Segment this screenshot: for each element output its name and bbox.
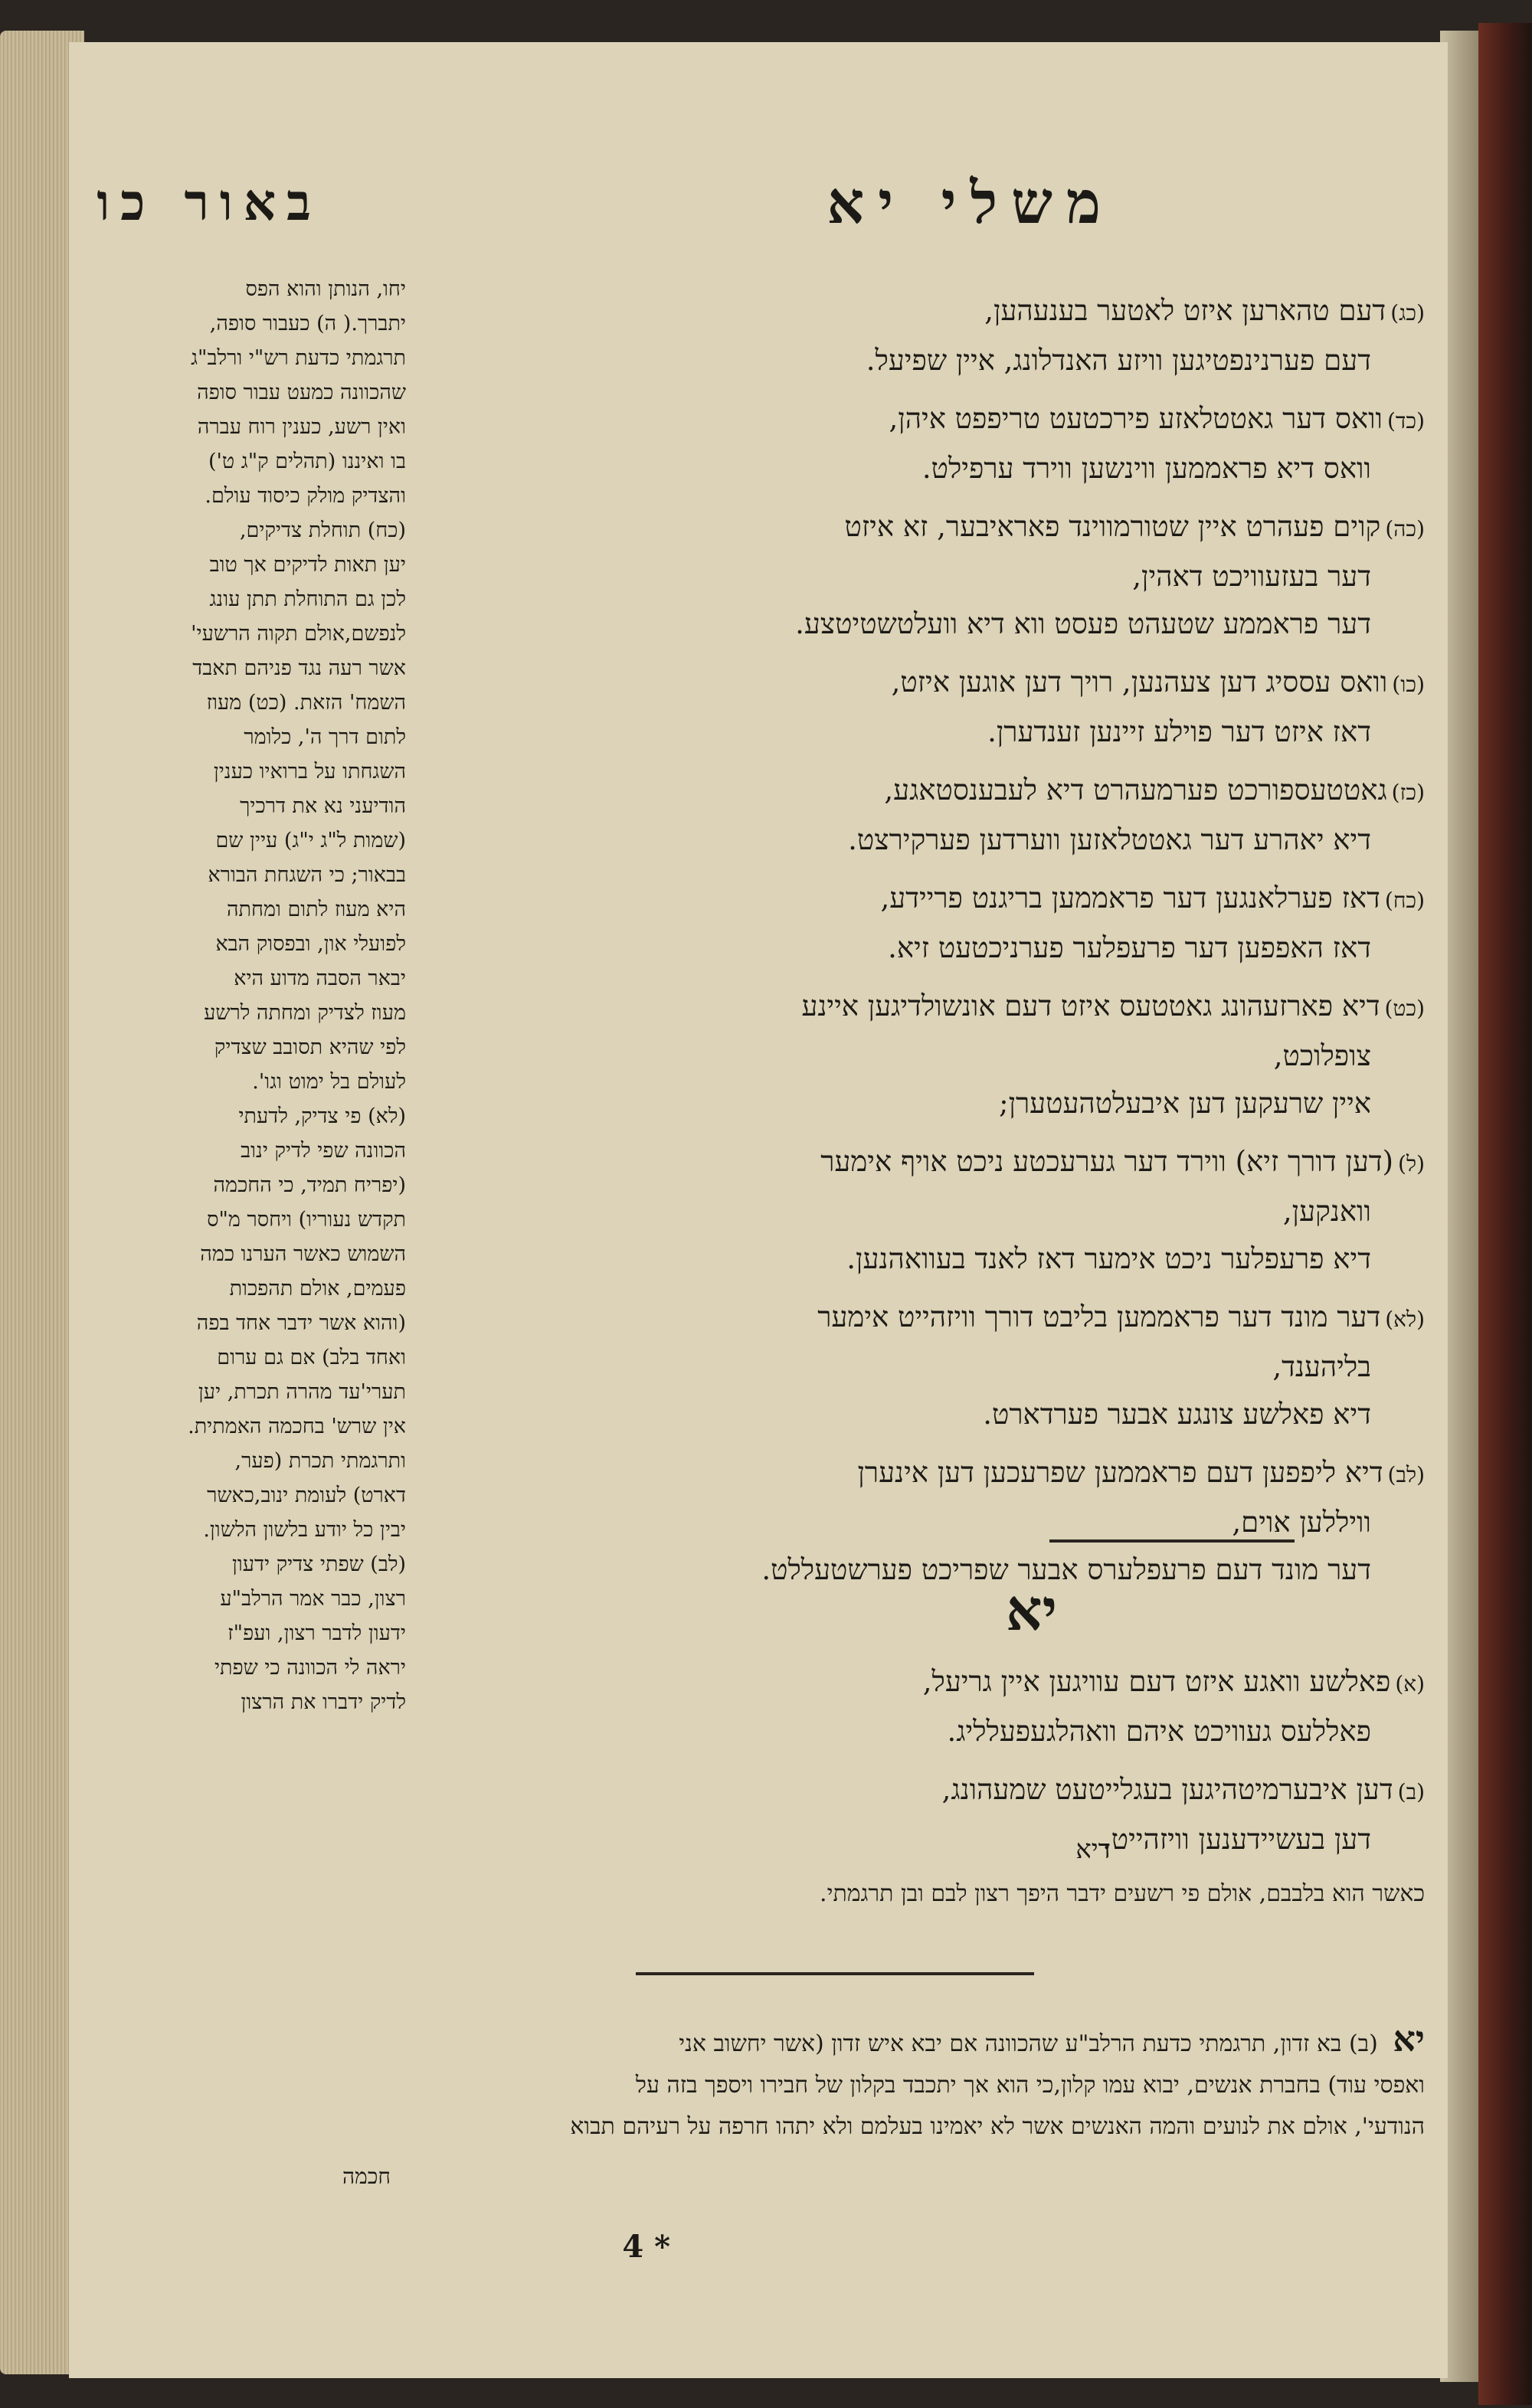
verse-number: (כז) xyxy=(1391,780,1425,805)
commentary-line: הודיעני נא את דרכיך xyxy=(240,794,406,818)
verse-text: בליהענד, xyxy=(1272,1350,1371,1383)
commentary-line: יבאר הסבה מדוע היא xyxy=(234,967,406,990)
verse-line xyxy=(613,1032,1425,1080)
verse-line xyxy=(613,1188,1425,1235)
catchword-main: דיא xyxy=(1075,1834,1111,1865)
commentary-line: ואין רשע, כענין רוח עברה xyxy=(197,415,406,439)
verse-text: פאלשע וואגע איזט דעם עוויגען איין גריעל, xyxy=(922,1665,1391,1698)
footnote-rule xyxy=(636,1972,1034,1975)
verse-line xyxy=(613,767,1425,816)
commentary-line: ידעון לדבר רצון, ועפ"ז xyxy=(228,1621,406,1645)
footnote-chapter-mark: יא xyxy=(1393,2018,1425,2060)
footnote-line: (ב) בא זדון, תרגמתי כדעת הרלב"ע שהכוונה אם יבא איש זדון (אשר יחשוב אני xyxy=(679,2030,1378,2057)
verse-text: (דען דורך זיא) ווירד דער גערעכטע ניכט אויף אימער xyxy=(820,1145,1394,1178)
verse-text: דען בעשיידענען וויזהייט. xyxy=(1102,1823,1371,1856)
verse-line xyxy=(613,1766,1425,1816)
verse-text: דיא פארזעהונג גאטטעס איזט דעם אונשולדיגען איינע xyxy=(801,990,1380,1022)
commentary-line: בו ואיננו (תהלים ק"ג ט') xyxy=(208,450,406,473)
commentary-line: שהכוונה כמעט עבור סופה xyxy=(197,381,406,404)
commentary-line: אין שרש' בחכמה האמתית. xyxy=(188,1415,406,1438)
verse-number: (לב) xyxy=(1387,1462,1425,1487)
commentary-line: היא מעוז לתום ומחתה xyxy=(226,898,406,921)
commentary-continuation: כאשר הוא בלבבם, אולם פי רשעים ידבר היפך רצון לבם ובן תרגמתי. xyxy=(820,1880,1425,1907)
verse-line xyxy=(613,1708,1425,1755)
chapter-divider xyxy=(1049,1539,1295,1543)
verse xyxy=(613,1294,1425,1438)
commentary-line: לפי שהיא תסובב שצדיק xyxy=(214,1036,406,1059)
translation-column xyxy=(613,287,1425,1605)
verse-line xyxy=(613,1391,1425,1438)
verse-number: (כד) xyxy=(1387,408,1425,434)
verse-text: דען איבערמיטהיגען בעגלייטעט שמעהונג, xyxy=(941,1773,1393,1806)
verse-line xyxy=(613,1080,1425,1127)
verse-number: (כח) xyxy=(1384,888,1425,913)
verse-text: צופלוכט, xyxy=(1273,1039,1371,1072)
verse-line xyxy=(613,395,1425,445)
verse-text: דיא פרעפלער ניכט אימער דאז לאנד בעוואהנען. xyxy=(846,1242,1371,1275)
commentary-line: מעוז לצדיק ומחתה לרשע xyxy=(204,1001,406,1025)
verse xyxy=(613,1138,1425,1283)
signature-mark: 4 * xyxy=(622,2229,670,2265)
commentary-line: לדיק ידברו את הרצון xyxy=(241,1690,406,1714)
verse-text: וואנקען, xyxy=(1282,1195,1371,1228)
verse-number: (כו) xyxy=(1392,672,1425,697)
commentary-line: לתום דרך ה', כלומר xyxy=(244,725,406,749)
verse xyxy=(613,983,1425,1127)
commentary-line: (והוא אשר ידבר אחד בפה xyxy=(196,1311,406,1335)
verse-number: (כה) xyxy=(1385,516,1425,541)
commentary-line: השגחתו על ברואיו כענין xyxy=(213,760,406,784)
commentary-line: לכן גם התוחלת תתן עונג xyxy=(209,587,406,611)
verse-text: דער מונד דער פראממען בליבט דורך וויזהייט אימער xyxy=(817,1301,1381,1333)
verse-text: דאז האפפען דער פרעפלער פערניכטעט זיא. xyxy=(888,931,1371,964)
verse-text: דאז איזט דער פוילע זיינען זענדערן. xyxy=(987,715,1371,748)
commentary-line: (כח) תוחלת צדיקים, xyxy=(239,519,406,542)
book-page xyxy=(69,42,1448,2378)
verse-line xyxy=(613,337,1425,384)
chapter-11-verses xyxy=(613,1658,1425,1874)
verse-number: (ל) xyxy=(1398,1151,1425,1176)
commentary-line: הכוונה שפי לדיק ינוב xyxy=(241,1139,406,1163)
verse-line xyxy=(613,1449,1425,1499)
commentary-line: (לב) שפתי צדיק ידעון xyxy=(231,1552,406,1576)
commentary-line: (לא) פי צדיק, לדעתי xyxy=(238,1104,406,1128)
commentary-line: (שמות ל"ג י"ג) עיין שם xyxy=(215,829,406,852)
verse-text: דער פראממע שטעהט פעסט ווא דיא וועלטשטיטצע. xyxy=(795,607,1371,640)
verse-text: דעם טהארען איזט לאטער בענעהען, xyxy=(984,294,1386,327)
commentary-line: יבין כל יודע בלשון הלשון. xyxy=(203,1518,406,1542)
commentary-line: ואחד בלב) אם גם ערום xyxy=(217,1346,406,1369)
verse-text: דער בעזעוויכט דאהין, xyxy=(1132,560,1371,593)
commentary-line: יען תאות לדיקים אך טוב xyxy=(209,553,406,577)
verse-number: (לא) xyxy=(1385,1307,1425,1332)
verse xyxy=(613,1658,1425,1755)
commentary-line: תקדש נעוריו) ויחסר מ"ס xyxy=(207,1208,406,1232)
verse-line xyxy=(613,1343,1425,1391)
verse-number: (כט) xyxy=(1384,996,1425,1021)
verse-text: דיא ליפפען דעם פראממען שפרעכען דען אינערן xyxy=(857,1456,1383,1489)
verse-number: (ב) xyxy=(1397,1779,1425,1804)
verse-number: (א) xyxy=(1395,1671,1425,1696)
verse xyxy=(613,395,1425,492)
verse xyxy=(613,767,1425,864)
catchword-footnote: חכמה xyxy=(342,2164,391,2189)
commentary-line: תערי'עד מהרה תכרת, יען xyxy=(198,1380,406,1404)
verse-text: דעם פערנינפטיגען וויזע האנדלונג, איין שפיעל. xyxy=(866,344,1371,377)
commentary-line: דארט) לעומת ינוב,כאשר xyxy=(207,1484,406,1507)
running-head-commentary: באור כו xyxy=(97,172,322,232)
verse xyxy=(613,503,1425,648)
commentary-line: יראה לי הכוונה כי שפתי xyxy=(214,1656,406,1680)
verse-text: גאטטעספורכט פערמעהרט דיא לעבענסטאגע, xyxy=(884,774,1387,806)
verse-line xyxy=(613,983,1425,1032)
verse-line xyxy=(613,1235,1425,1283)
verse-line xyxy=(613,503,1425,553)
verse-text: דיא פאלשע צונגע אבער פערדארט. xyxy=(983,1398,1371,1431)
verse-text: וואס דיא פראממען ווינשען ווירד ערפילט. xyxy=(921,452,1371,485)
commentary-line: יחו, הנותן והוא הפס xyxy=(245,277,406,301)
commentary-line: רצון, כבר אמר הרלב"ע xyxy=(220,1587,406,1611)
verse-line xyxy=(613,875,1425,924)
commentary-line: אשר רעה נגד פניהם תאבד xyxy=(192,656,406,680)
running-head-main: משלי יא xyxy=(827,168,1115,237)
verse-line xyxy=(613,1138,1425,1188)
verse-text: וואס עססיג דען צעהנען, רויך דען אוגען איזט, xyxy=(891,666,1388,699)
verse-line xyxy=(613,600,1425,648)
verse xyxy=(613,1449,1425,1594)
commentary-line: יתברך.( ה) כעבור סופה, xyxy=(209,312,406,335)
verse-text: קוים פעהרט איין שטורמווינד פאראיבער, זא איזט xyxy=(844,510,1381,543)
commentary-line: והצדיק מולק כיסוד עולם. xyxy=(205,484,406,508)
verse-line xyxy=(613,1294,1425,1343)
commentary-line: בבאור; כי השגחת הבורא xyxy=(208,863,406,887)
verse-line xyxy=(613,1816,1425,1863)
verse-text: איין שרעקען דען איבעלטהעטערן; xyxy=(999,1087,1371,1120)
chapter-number: יא xyxy=(1006,1578,1057,1644)
commentary-line: תרגמתי כדעת רש"י ורלב"ג xyxy=(191,346,406,370)
commentary-line: השמח' הזאת. (כט) מעוז xyxy=(206,691,406,715)
verse-line xyxy=(613,1499,1425,1546)
verse-line xyxy=(613,924,1425,972)
verse-text: וואס דער גאטטלאזע פירכטעט טריפפט איהן, xyxy=(889,402,1383,435)
commentary-line: השמוש כאשר הערנו כמה xyxy=(200,1242,406,1266)
verse-line xyxy=(613,708,1425,756)
verse-text: דיא יאהרע דער גאטטלאזען ווערדען פערקירצט. xyxy=(848,823,1371,856)
verse-text: דער מונד דעם פרעפלערס אבער שפריכט פערשטעללט. xyxy=(761,1553,1371,1586)
verse-line xyxy=(613,553,1425,600)
verse-text: פאללעס געוויכט איהם וואהלגעפעלליג. xyxy=(947,1715,1371,1748)
commentary-column xyxy=(84,272,406,1719)
commentary-line: לעולם בל ימוט וגו'. xyxy=(252,1070,406,1094)
verse-line xyxy=(613,816,1425,864)
commentary-line: לפועלי און, ובפסוק הבא xyxy=(215,932,406,956)
verse-line xyxy=(613,287,1425,337)
verse-number: (כג) xyxy=(1390,300,1425,326)
footnote-line: הנודעי', אולם את לנועים והמה האנשים אשר לא יאמינו בעלמם ולא יתהו חרפה על רעיהם תבוא xyxy=(570,2113,1425,2140)
verse-line xyxy=(613,445,1425,492)
commentary-line: ותרגמתי תכרת (פער, xyxy=(234,1449,406,1473)
verse-line xyxy=(613,659,1425,708)
verse-text: וויללען אוים, xyxy=(1232,1506,1371,1539)
verse xyxy=(613,287,1425,384)
verse xyxy=(613,1766,1425,1863)
commentary-line: פעמים, אולם תהפכות xyxy=(229,1277,406,1301)
verse xyxy=(613,875,1425,972)
commentary-line: (יפריח תמיד, כי החכמה xyxy=(213,1173,406,1197)
verse-line xyxy=(613,1658,1425,1708)
commentary-line: לנפשם,אולם תקוה הרשעי' xyxy=(191,622,406,646)
verse-text: דאז פערלאנגען דער פראממען בריגנט פריידע, xyxy=(880,882,1380,914)
footnote-line: ואפסי עוד) בחברת אנשים, יבוא עמו קלון,כי הוא אך יתכבד בקלון של חבירו ויספך בזה על xyxy=(635,2072,1425,2099)
footnotes xyxy=(260,2018,1425,2148)
verse xyxy=(613,659,1425,756)
book-cover-edge xyxy=(1478,23,1532,2405)
